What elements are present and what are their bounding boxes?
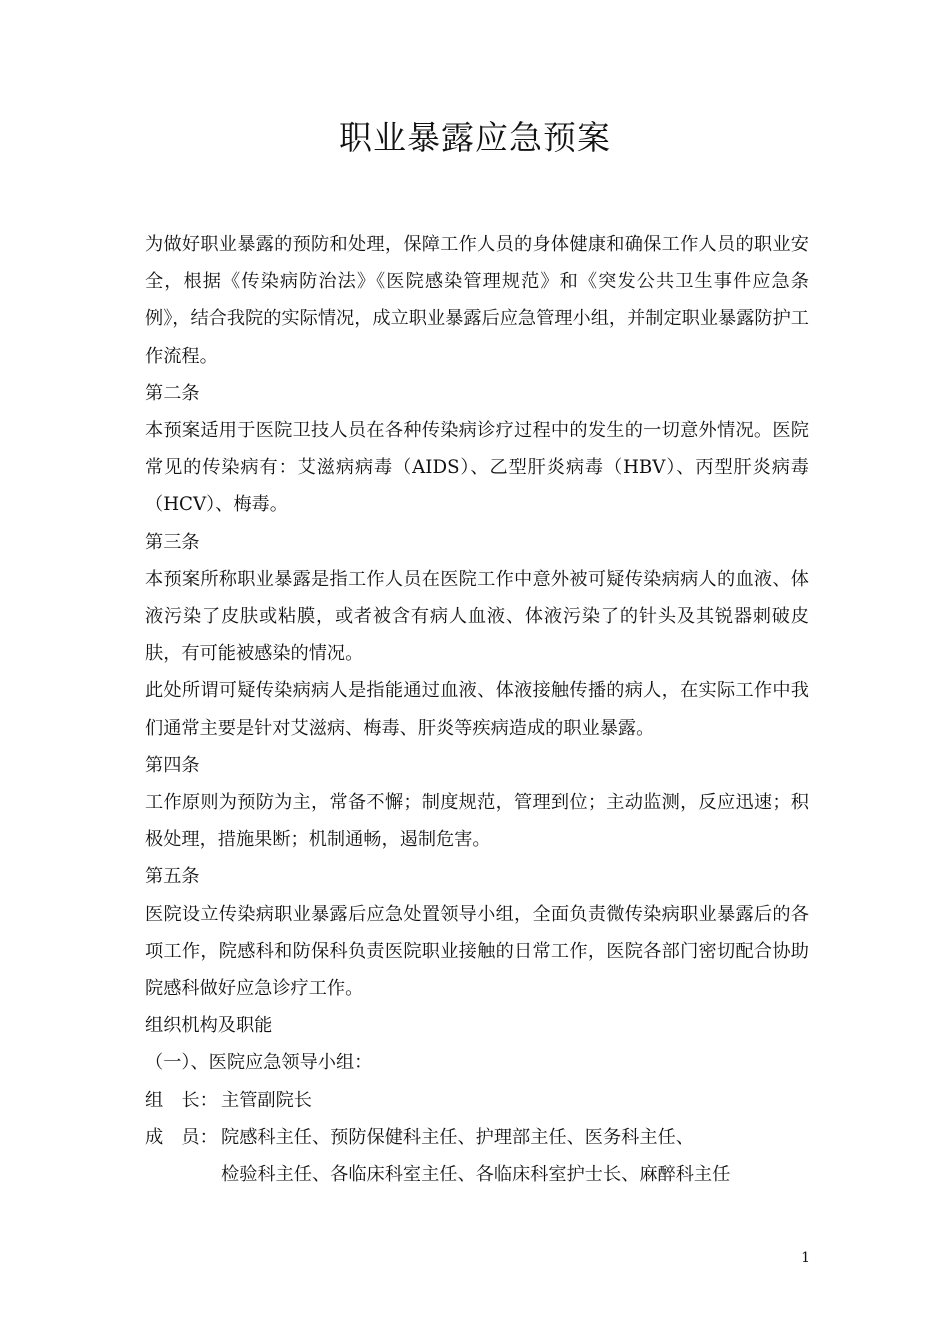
article-3-heading: 第三条 xyxy=(145,531,200,553)
members-label: 成 员： xyxy=(145,1126,218,1148)
article-3-note: 此处所谓可疑传染病病人是指能通过血液、体液接触传播的病人，在实际工作中我们通常主要是针对艾滋病、梅毒、肝炎等疾病造成的职业暴露。 xyxy=(145,680,809,739)
article-2-heading: 第二条 xyxy=(145,382,200,404)
page-number: 1 xyxy=(801,1250,810,1266)
leader-value: 主管副院长 xyxy=(221,1089,312,1111)
members-list xyxy=(221,1119,809,1193)
article-5-heading: 第五条 xyxy=(145,866,200,888)
group-heading: （一）、医院应急领导小组： xyxy=(145,1052,373,1074)
members-line-2: 检验科主任、各临床科室主任、各临床科室护士长、麻醉科主任 xyxy=(221,1164,731,1186)
org-heading: 组织机构及职能 xyxy=(145,1015,273,1037)
article-5-text: 医院设立传染病职业暴露后应急处置领导小组，全面负责微传染病职业暴露后的各项工作，院感科和防保科负责医院职业接触的日常工作，医院各部门密切配合协助院感科做好应急诊疗工作。 xyxy=(145,903,809,1000)
members-line-1: 院感科主任、预防保健科主任、护理部主任、医务科主任、 xyxy=(221,1126,694,1148)
article-2-text: 本预案适用于医院卫技人员在各种传染病诊疗过程中的发生的一切意外情况。医院常见的传染病有：艾滋病病毒（AIDS）、乙型肝炎病毒（HBV）、丙型肝炎病毒（HCV）、梅毒。 xyxy=(145,420,809,516)
document-title: 职业暴露应急预案 xyxy=(339,118,611,157)
leader-label: 组 长： xyxy=(145,1089,218,1111)
article-4-text: 工作原则为预防为主，常备不懈；制度规范，管理到位；主动监测，反应迅速；积极处理，措施果断；机制通畅，遏制危害。 xyxy=(145,792,809,851)
leader-row xyxy=(145,1082,809,1119)
article-4-heading: 第四条 xyxy=(145,754,200,776)
document-body xyxy=(145,226,809,1193)
article-3-text: 本预案所称职业暴露是指工作人员在医院工作中意外被可疑传染病病人的血液、体液污染了皮肤或粘膜，或者被含有病人血液、体液污染了的针头及其锐器刺破皮肤，有可能被感染的情况。 xyxy=(145,568,809,665)
intro-paragraph: 为做好职业暴露的预防和处理，保障工作人员的身体健康和确保工作人员的职业安全，根据《传染病防治法》《医院感染管理规范》和《突发公共卫生事件应急条例》，结合我院的实际情况，成立职业暴露后应急管理小组，并制定职业暴露防护工作流程。 xyxy=(145,234,809,367)
members-row xyxy=(145,1119,809,1193)
